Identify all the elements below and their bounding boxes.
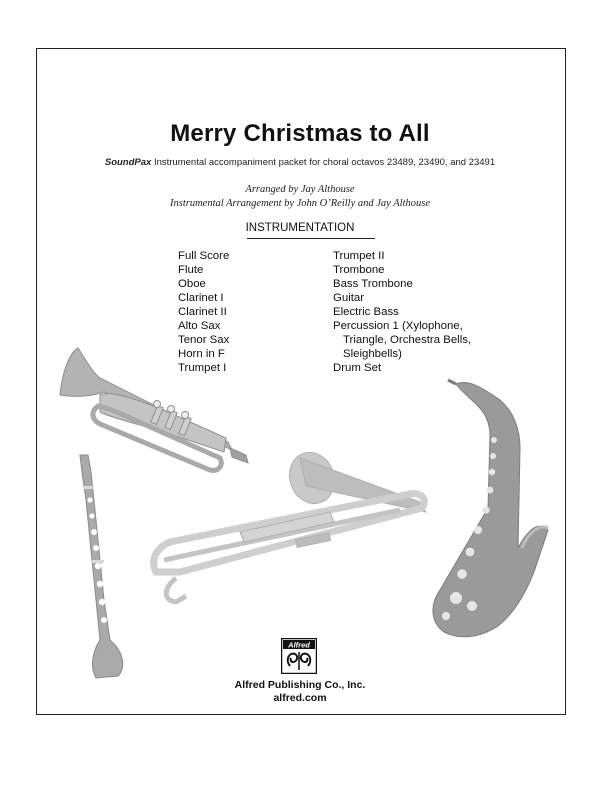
saxophone-icon: [433, 380, 548, 637]
instrument-item: Trumpet I: [178, 362, 227, 374]
instrumental-arrangement: Instrumental Arrangement by John O’Reilly and Jay Althouse: [169, 198, 431, 209]
subtitle-text: Instrumental accompaniment packet for choral octavos 23489, 23490, and 23491: [151, 157, 496, 168]
instrument-item: Tenor Sax: [178, 334, 230, 346]
instrument-item: Flute: [178, 264, 204, 276]
instrument-item: Triangle, Orchestra Bells,: [343, 334, 472, 346]
instrument-item: Oboe: [178, 278, 206, 290]
instrument-item: Clarinet I: [178, 292, 224, 304]
instrument-item: Trumpet II: [333, 250, 385, 262]
instrument-item: Horn in F: [178, 348, 225, 360]
trumpet-icon: [60, 348, 248, 470]
publisher-block: [0, 679, 600, 705]
instrumentation-heading: INSTRUMENTATION: [245, 222, 355, 234]
instrument-item: Clarinet II: [178, 306, 227, 318]
instrument-item: Full Score: [178, 250, 230, 262]
instrument-item: Bass Trombone: [333, 278, 413, 290]
clarinet-icon: [80, 455, 123, 678]
logo-text: Alfred: [288, 640, 310, 650]
page-title: Merry Christmas to All: [170, 120, 430, 147]
alfred-logo: [281, 638, 317, 674]
instrument-item: Alto Sax: [178, 320, 221, 332]
trombone-icon: [154, 446, 426, 602]
publisher-website: alfred.com: [273, 692, 327, 704]
instrument-item: Guitar: [333, 292, 365, 304]
instrument-item: Percussion 1 (Xylophone,: [333, 320, 463, 332]
instrument-item: Electric Bass: [333, 306, 399, 318]
instrument-item: Trombone: [333, 264, 385, 276]
arranged-by: Arranged by Jay Althouse: [245, 184, 355, 195]
instrument-item: Drum Set: [333, 362, 382, 374]
instrument-item: Sleighbells): [343, 348, 402, 360]
subtitle-brand: SoundPax: [104, 157, 152, 168]
publisher-name: Alfred Publishing Co., Inc.: [234, 679, 366, 691]
